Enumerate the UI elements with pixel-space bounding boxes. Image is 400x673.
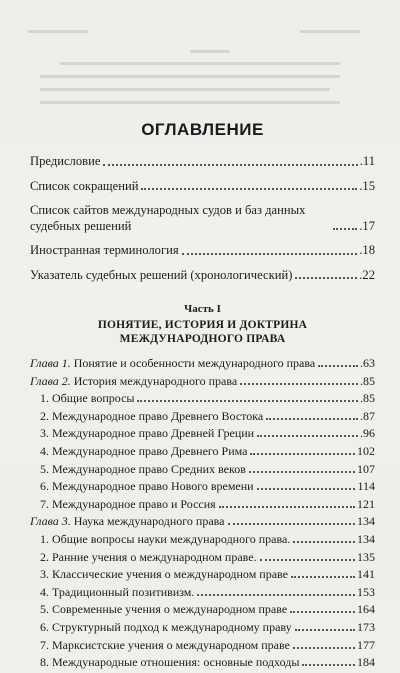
toc-entry-page: .18 [359, 243, 375, 257]
toc-entry-label: Предисловие [30, 154, 101, 168]
toc-entry[interactable] [30, 179, 375, 195]
chapter-page: .85 [360, 373, 375, 388]
section-entry[interactable] [30, 550, 375, 564]
section-entry[interactable] [30, 585, 375, 599]
chapter-prefix: Глава 3. [30, 514, 71, 529]
dot-leader [318, 365, 358, 367]
section-label: 1. Общие вопросы науки международного права. [40, 531, 291, 546]
section-entry[interactable] [30, 638, 375, 652]
section-page: .87 [360, 408, 375, 423]
dot-leader [141, 188, 357, 190]
dot-leader [293, 541, 355, 543]
section-entry[interactable] [30, 426, 375, 440]
chapters-list [30, 356, 375, 669]
section-label: 1. Общие вопросы [40, 391, 135, 406]
section-page: 135 [357, 549, 375, 564]
dot-leader [240, 383, 358, 385]
section-entry[interactable] [30, 444, 375, 458]
section-entry[interactable] [30, 655, 375, 669]
dot-leader [295, 629, 355, 631]
dot-leader [295, 277, 357, 279]
toc-entry[interactable] [30, 154, 375, 170]
dot-leader [293, 647, 355, 649]
section-label: 4. Традиционный позитивизм. [40, 584, 195, 599]
section-label: 2. Международное право Древнего Востока [40, 408, 264, 423]
section-entry[interactable] [30, 497, 375, 511]
toc-entry-page: .15 [359, 178, 375, 193]
part-title-line1: ПОНЯТИЕ, ИСТОРИЯ И ДОКТРИНА [97, 319, 308, 331]
dot-leader [291, 576, 355, 578]
section-entry[interactable] [30, 391, 375, 405]
chapter-prefix: Глава 2. [30, 373, 71, 388]
section-label: 2. Ранние учения о международном праве. [40, 549, 257, 564]
section-entry[interactable] [30, 567, 375, 581]
section-label: 7. Марксистские учения о международном праве [40, 637, 290, 652]
section-label: 6. Структурный подход к международному праву [40, 619, 292, 634]
section-entry[interactable] [30, 462, 375, 476]
dot-leader [257, 435, 358, 437]
dot-leader [250, 453, 355, 455]
section-entry[interactable] [30, 409, 375, 423]
section-label: 4. Международное право Древнего Рима [40, 443, 248, 458]
toc-entry-page: .11 [359, 154, 375, 168]
bleed-through-text [0, 0, 400, 120]
section-label: 7. Международное право и Россия [40, 496, 216, 511]
toc-entry[interactable] [30, 203, 375, 234]
dot-leader [266, 418, 358, 420]
chapter-prefix: Глава 1. [30, 356, 71, 370]
chapter-label: Наука международного права [73, 514, 225, 529]
section-page: 102 [357, 443, 375, 458]
chapter-entry[interactable] [30, 374, 375, 388]
section-page: 114 [357, 479, 375, 494]
chapter-page: .63 [360, 356, 375, 370]
part-heading [30, 303, 375, 346]
chapter-label: История международного права [73, 373, 238, 388]
section-page: 134 [357, 531, 375, 546]
toc-entry-label: Иностранная терминология [30, 243, 179, 257]
dot-leader [257, 488, 356, 490]
chapter-label: Понятие и особенности международного права [73, 356, 316, 370]
front-matter-list [30, 154, 375, 283]
dot-leader [290, 611, 355, 613]
chapter-entry[interactable] [30, 356, 375, 370]
section-label: 5. Современные учения о международном праве [40, 602, 288, 617]
section-page: 173 [357, 619, 375, 634]
dot-leader [302, 664, 355, 666]
page-title: ОГЛАВЛЕНИЕ [141, 120, 264, 139]
dot-leader [219, 506, 355, 508]
part-title-line2: МЕЖДУНАРОДНОГО ПРАВА [119, 333, 286, 345]
chapter-page: 134 [357, 514, 375, 529]
table-of-contents [30, 120, 375, 673]
dot-leader [333, 228, 357, 230]
section-page: 141 [357, 567, 375, 582]
dot-leader [197, 594, 355, 596]
section-entry[interactable] [30, 602, 375, 616]
section-page: 107 [357, 461, 375, 476]
section-page: 121 [357, 496, 375, 511]
section-page: .85 [360, 391, 375, 406]
chapter-entry[interactable] [30, 514, 375, 528]
toc-entry[interactable] [30, 268, 375, 284]
section-entry[interactable] [30, 479, 375, 493]
dot-leader [182, 253, 358, 255]
section-page: 153 [357, 584, 375, 599]
part-number: Часть I [184, 303, 221, 315]
toc-entry-label: Список сайтов международных судов и баз данных судебных решений [30, 203, 306, 233]
toc-entry-page: .22 [359, 267, 375, 282]
dot-leader [137, 400, 358, 402]
toc-entry-label: Указатель судебных решений (хронологический) [30, 267, 293, 282]
section-label: 3. Классические учения о международном праве [40, 567, 288, 582]
section-page: 164 [357, 602, 375, 617]
section-label: 8. Международные отношения: основные подходы [40, 655, 300, 670]
section-label: 3. Международное право Древней Греции [40, 426, 255, 441]
dot-leader [103, 164, 357, 166]
section-entry[interactable] [30, 620, 375, 634]
toc-entry[interactable] [30, 243, 375, 259]
dot-leader [260, 559, 355, 561]
section-label: 5. Международное право Средних веков [40, 461, 246, 476]
section-label: 6. Международное право Нового времени [40, 479, 254, 494]
dot-leader [249, 471, 355, 473]
section-page: 184 [357, 655, 375, 670]
section-page: .96 [360, 426, 375, 441]
section-entry[interactable] [30, 532, 375, 546]
section-page: 177 [357, 637, 375, 652]
toc-entry-page: .17 [359, 218, 375, 233]
toc-entry-label: Список сокращений [30, 178, 139, 193]
dot-leader [228, 523, 355, 525]
